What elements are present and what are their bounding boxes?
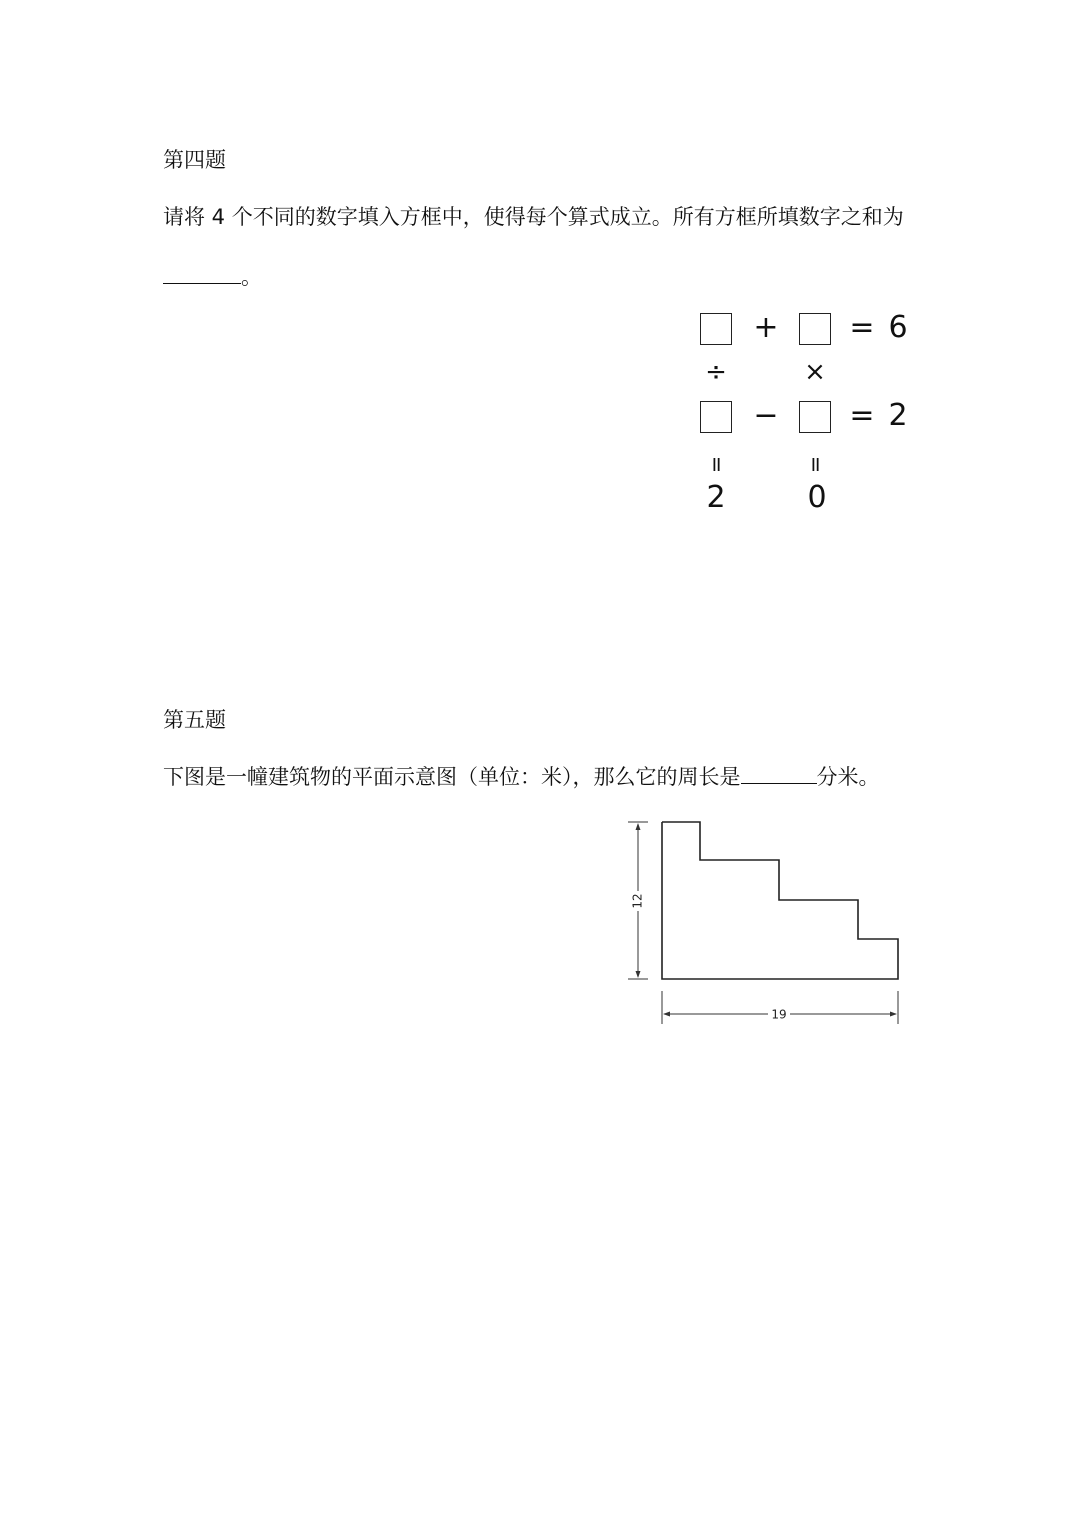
row2-result: 2 bbox=[888, 398, 908, 433]
width-arrow-right-icon bbox=[890, 1012, 897, 1017]
puzzle-box-bottom-left[interactable] bbox=[700, 401, 732, 433]
q4-answer-blank[interactable] bbox=[163, 265, 241, 284]
vertical-equals-col2: II bbox=[810, 455, 820, 476]
height-label: 12 bbox=[630, 893, 645, 909]
q4-question bbox=[163, 205, 904, 229]
floor-plan-outline bbox=[662, 822, 898, 979]
q4-answer-line bbox=[163, 265, 262, 289]
q5-answer-blank[interactable] bbox=[741, 765, 817, 784]
q4-title: 第四题 bbox=[163, 148, 226, 172]
width-arrow-left-icon bbox=[663, 1012, 670, 1017]
q4-number-puzzle bbox=[690, 305, 930, 525]
vertical-equals-col1: II bbox=[711, 455, 721, 476]
divide-sign: ÷ bbox=[705, 357, 727, 387]
col2-result: 0 bbox=[807, 480, 827, 515]
q5-title: 第五题 bbox=[163, 708, 226, 732]
equals-sign-row2: = bbox=[849, 398, 875, 433]
times-sign: × bbox=[804, 357, 826, 387]
q4-period: 。 bbox=[241, 265, 262, 289]
minus-sign: − bbox=[753, 398, 779, 433]
col1-result: 2 bbox=[706, 480, 726, 515]
height-arrow-up-icon bbox=[636, 823, 641, 830]
equals-sign-row1: = bbox=[849, 310, 875, 345]
plus-sign: + bbox=[753, 310, 779, 345]
puzzle-box-bottom-right[interactable] bbox=[799, 401, 831, 433]
q5-question bbox=[163, 765, 880, 789]
width-label: 19 bbox=[771, 1007, 787, 1022]
q5-question-unit: 分米。 bbox=[816, 765, 880, 789]
height-arrow-down-icon bbox=[636, 971, 641, 978]
row1-result: 6 bbox=[888, 310, 908, 345]
building-floor-plan bbox=[620, 815, 920, 1030]
q5-question-text: 下图是一幢建筑物的平面示意图（单位：米），那么它的周长是 bbox=[163, 765, 741, 789]
puzzle-box-top-right[interactable] bbox=[799, 313, 831, 345]
puzzle-box-top-left[interactable] bbox=[700, 313, 732, 345]
q4-question-text: 请将 4 个不同的数字填入方框中，使得每个算式成立。所有方框所填数字之和为 bbox=[163, 205, 904, 229]
